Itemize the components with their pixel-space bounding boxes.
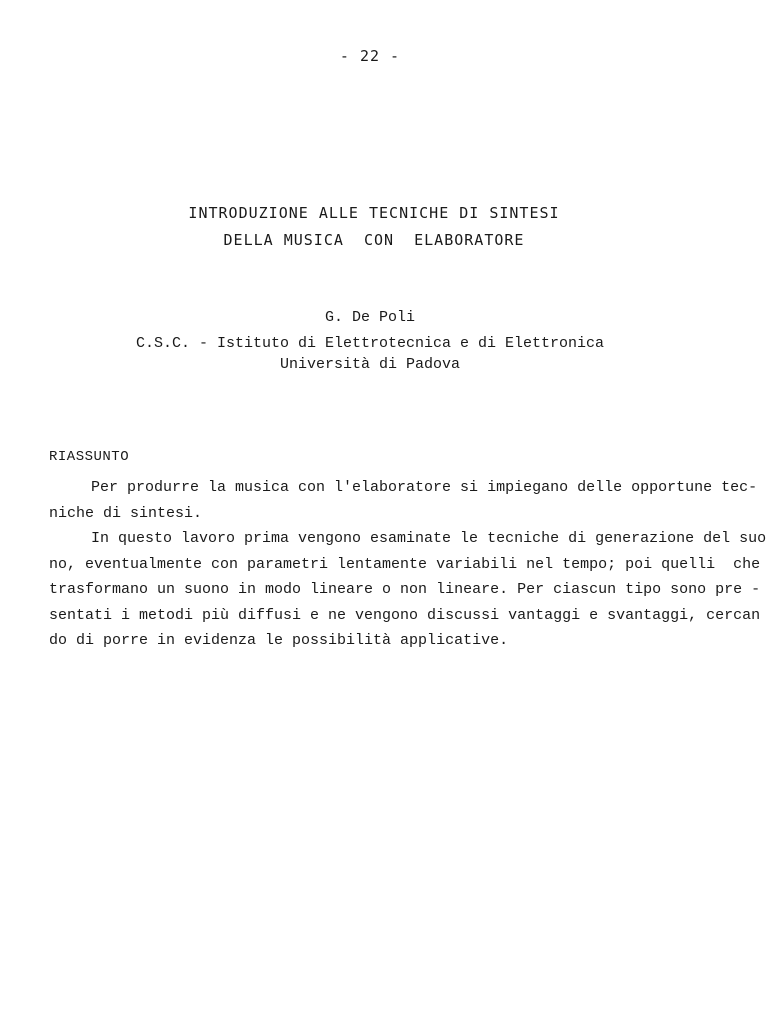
page-number: - 22 - (339, 47, 401, 65)
abstract-body (49, 475, 767, 654)
title-line-2: DELLA MUSICA CON ELABORATORE (223, 231, 525, 249)
author-affiliation-line-1: C.S.C. - Istituto di Elettrotecnica e di Elettronica (135, 335, 605, 352)
author-name: G. De Poli (324, 309, 415, 326)
abstract-line: do di porre in evidenza le possibilità applicative. (49, 632, 509, 649)
abstract-line: In questo lavoro prima vengono esaminate le tecniche di generazione del suo (91, 530, 767, 547)
abstract-heading: RIASSUNTO (49, 449, 130, 465)
document-title (0, 200, 748, 254)
author-block (0, 307, 740, 375)
abstract-line: Per produrre la musica con l'elaboratore si impiegano delle opportune tec- (91, 479, 758, 496)
author-affiliation-line-2: Università di Padova (279, 356, 461, 373)
abstract-line: no, eventualmente con parametri lentamente variabili nel tempo; poi quelli che (49, 555, 761, 573)
abstract-line: sentati i metodi più diffusi e ne vengono discussi vantaggi e svantaggi, cercan (49, 606, 761, 624)
abstract-line: trasformano un suono in modo lineare o non lineare. Per ciascun tipo sono pre - (49, 581, 761, 598)
title-line-1: INTRODUZIONE ALLE TECNICHE DI SINTESI (188, 204, 560, 222)
abstract-line: niche di sintesi. (49, 504, 203, 522)
